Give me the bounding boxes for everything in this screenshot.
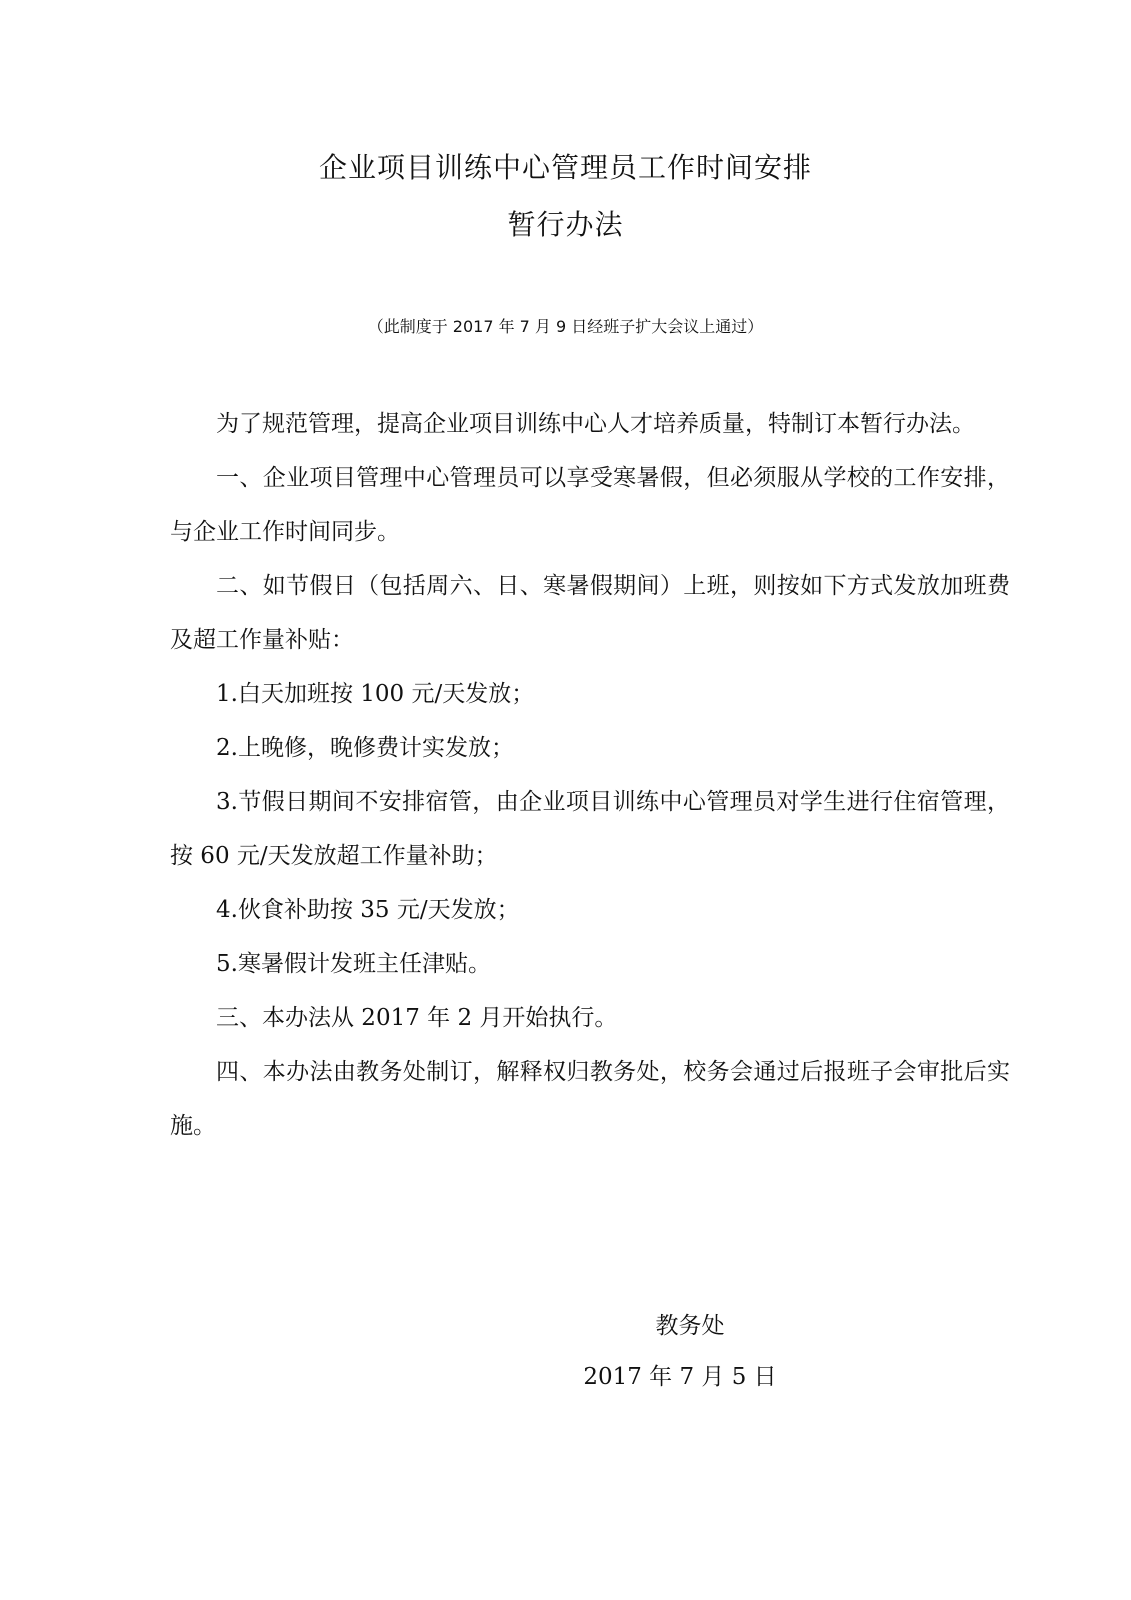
paragraph-article-4: 四、本办法由教务处制订，解释权归教务处，校务会通过后报班子会审批后实施。 [170,1059,1010,1139]
document-subtitle: 暂行办法 [507,208,624,241]
paragraph-article-2: 二、如节假日（包括周六、日、寒暑假期间）上班，则按如下方式发放加班费及超工作量补贴： [170,573,1010,653]
list-item-4: 4.伙食补助按 35 元/天发放； [216,897,520,923]
list-item-1: 1.白天加班按 100 元/天发放； [216,681,535,707]
document-body [170,397,1010,1153]
list-item-3: 3.节假日期间不安排宿管，由企业项目训练中心管理员对学生进行住宿管理，按 60 元/天发放超工作量补助； [170,789,1010,869]
list-item-5: 5.寒暑假计发班主任津贴。 [216,951,491,977]
list-item-2: 2.上晚修，晚修费计实发放； [216,735,514,761]
paragraph-article-3: 三、本办法从 2017 年 2 月开始执行。 [216,1005,618,1031]
paragraph-article-1: 一、企业项目管理中心管理员可以享受寒暑假，但必须服从学校的工作安排，与企业工作时间同步。 [170,465,1010,545]
approval-note: （此制度于 2017 年 7 月 9 日经班子扩大会议上通过） [367,317,764,336]
signature-date: 2017 年 7 月 5 日 [583,1364,777,1390]
signature-department: 教务处 [655,1313,725,1339]
document-title: 企业项目训练中心管理员工作时间安排 [318,151,812,184]
paragraph-intro: 为了规范管理，提高企业项目训练中心人才培养质量，特制订本暂行办法。 [216,411,975,437]
